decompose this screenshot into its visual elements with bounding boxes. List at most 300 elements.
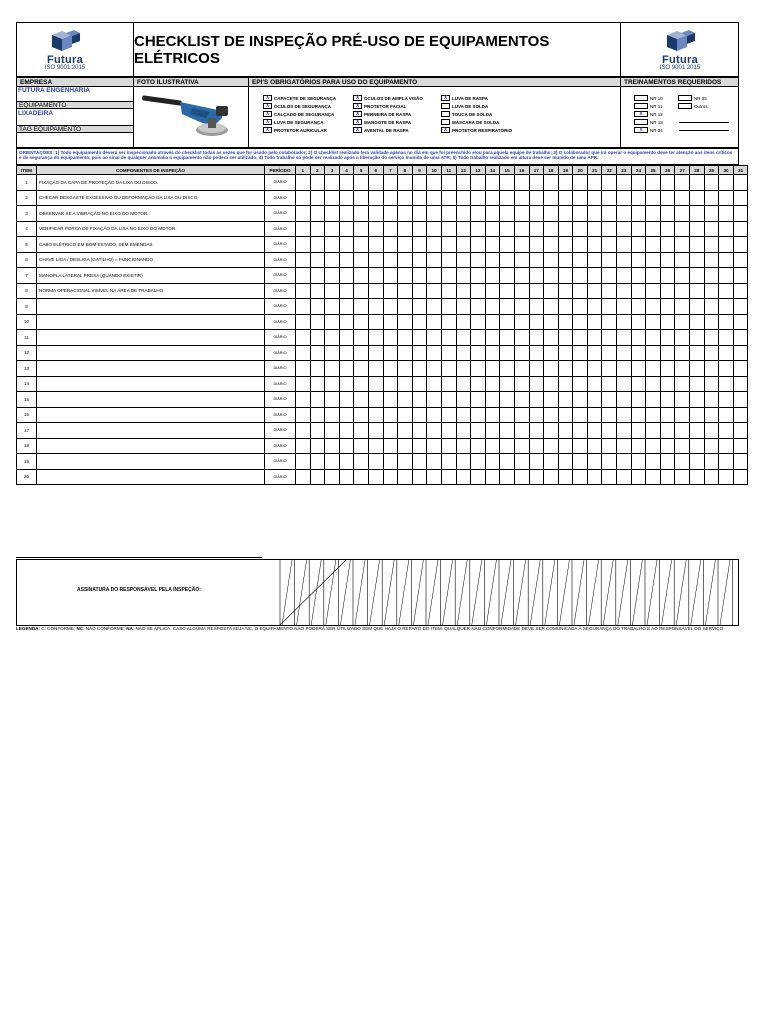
day-check-cell[interactable] <box>427 407 442 423</box>
signature-slash[interactable] <box>457 560 467 625</box>
day-check-cell[interactable] <box>325 423 340 439</box>
day-check-cell[interactable] <box>719 190 734 206</box>
day-check-cell[interactable] <box>412 237 427 253</box>
day-check-cell[interactable] <box>296 423 311 439</box>
signature-slash[interactable] <box>720 560 730 625</box>
day-check-cell[interactable] <box>587 206 602 222</box>
day-check-cell[interactable] <box>485 469 500 485</box>
day-check-cell[interactable] <box>325 190 340 206</box>
day-check-cell[interactable] <box>733 221 748 237</box>
day-check-cell[interactable] <box>573 376 588 392</box>
day-check-cell[interactable] <box>310 252 325 268</box>
day-check-cell[interactable] <box>514 221 529 237</box>
day-check-cell[interactable] <box>704 221 719 237</box>
day-check-cell[interactable] <box>587 268 602 284</box>
day-check-cell[interactable] <box>602 330 617 346</box>
day-check-cell[interactable] <box>660 206 675 222</box>
day-check-cell[interactable] <box>617 423 632 439</box>
day-check-cell[interactable] <box>733 345 748 361</box>
day-check-cell[interactable] <box>427 314 442 330</box>
day-check-cell[interactable] <box>660 392 675 408</box>
day-check-cell[interactable] <box>441 407 456 423</box>
day-check-cell[interactable] <box>441 314 456 330</box>
day-check-cell[interactable] <box>675 376 690 392</box>
day-check-cell[interactable] <box>558 407 573 423</box>
day-check-cell[interactable] <box>719 423 734 439</box>
day-check-cell[interactable] <box>456 299 471 315</box>
day-check-cell[interactable] <box>660 314 675 330</box>
day-check-cell[interactable] <box>617 221 632 237</box>
day-check-cell[interactable] <box>690 469 705 485</box>
tag-value-field[interactable] <box>17 134 133 147</box>
day-check-cell[interactable] <box>296 299 311 315</box>
day-check-cell[interactable] <box>587 361 602 377</box>
day-check-cell[interactable] <box>631 407 646 423</box>
day-check-cell[interactable] <box>339 252 354 268</box>
day-check-cell[interactable] <box>660 407 675 423</box>
day-check-cell[interactable] <box>660 221 675 237</box>
day-check-cell[interactable] <box>660 190 675 206</box>
day-check-cell[interactable] <box>368 268 383 284</box>
day-check-cell[interactable] <box>719 438 734 454</box>
day-check-cell[interactable] <box>354 268 369 284</box>
signature-slash[interactable] <box>705 560 715 625</box>
day-check-cell[interactable] <box>310 392 325 408</box>
day-check-cell[interactable] <box>544 438 559 454</box>
day-check-cell[interactable] <box>441 361 456 377</box>
day-check-cell[interactable] <box>398 190 413 206</box>
day-check-cell[interactable] <box>631 376 646 392</box>
day-check-cell[interactable] <box>544 283 559 299</box>
day-check-cell[interactable] <box>587 469 602 485</box>
day-check-cell[interactable] <box>354 345 369 361</box>
day-check-cell[interactable] <box>354 283 369 299</box>
signature-slash[interactable] <box>618 560 628 625</box>
day-check-cell[interactable] <box>412 221 427 237</box>
day-check-cell[interactable] <box>646 268 661 284</box>
day-check-cell[interactable] <box>427 206 442 222</box>
day-check-cell[interactable] <box>471 330 486 346</box>
day-check-cell[interactable] <box>631 268 646 284</box>
day-check-cell[interactable] <box>704 423 719 439</box>
day-check-cell[interactable] <box>398 283 413 299</box>
day-check-cell[interactable] <box>704 299 719 315</box>
day-check-cell[interactable] <box>471 221 486 237</box>
day-check-cell[interactable] <box>339 407 354 423</box>
day-check-cell[interactable] <box>412 299 427 315</box>
day-check-cell[interactable] <box>573 454 588 470</box>
day-check-cell[interactable] <box>558 314 573 330</box>
day-check-cell[interactable] <box>704 268 719 284</box>
day-check-cell[interactable] <box>441 330 456 346</box>
day-check-cell[interactable] <box>441 221 456 237</box>
day-check-cell[interactable] <box>529 330 544 346</box>
day-check-cell[interactable] <box>704 345 719 361</box>
signature-slash[interactable] <box>691 560 701 625</box>
day-check-cell[interactable] <box>310 454 325 470</box>
day-check-cell[interactable] <box>573 407 588 423</box>
day-check-cell[interactable] <box>368 345 383 361</box>
day-check-cell[interactable] <box>573 423 588 439</box>
day-check-cell[interactable] <box>602 221 617 237</box>
day-check-cell[interactable] <box>383 392 398 408</box>
day-check-cell[interactable] <box>733 268 748 284</box>
day-check-cell[interactable] <box>646 283 661 299</box>
day-check-cell[interactable] <box>441 268 456 284</box>
day-check-cell[interactable] <box>690 252 705 268</box>
day-check-cell[interactable] <box>398 314 413 330</box>
day-check-cell[interactable] <box>383 376 398 392</box>
day-check-cell[interactable] <box>617 314 632 330</box>
day-check-cell[interactable] <box>733 407 748 423</box>
day-check-cell[interactable] <box>471 299 486 315</box>
day-check-cell[interactable] <box>704 392 719 408</box>
day-check-cell[interactable] <box>602 407 617 423</box>
day-check-cell[interactable] <box>646 206 661 222</box>
day-check-cell[interactable] <box>558 190 573 206</box>
day-check-cell[interactable] <box>310 330 325 346</box>
day-check-cell[interactable] <box>631 392 646 408</box>
day-check-cell[interactable] <box>602 454 617 470</box>
day-check-cell[interactable] <box>646 175 661 191</box>
day-check-cell[interactable] <box>412 469 427 485</box>
day-check-cell[interactable] <box>544 330 559 346</box>
day-check-cell[interactable] <box>690 283 705 299</box>
day-check-cell[interactable] <box>412 454 427 470</box>
training-checkbox[interactable] <box>634 119 648 125</box>
day-check-cell[interactable] <box>529 345 544 361</box>
day-check-cell[interactable] <box>412 423 427 439</box>
day-check-cell[interactable] <box>456 237 471 253</box>
day-check-cell[interactable] <box>631 438 646 454</box>
day-check-cell[interactable] <box>398 330 413 346</box>
day-check-cell[interactable] <box>354 206 369 222</box>
day-check-cell[interactable] <box>398 438 413 454</box>
day-check-cell[interactable] <box>339 237 354 253</box>
day-check-cell[interactable] <box>631 330 646 346</box>
day-check-cell[interactable] <box>631 237 646 253</box>
day-check-cell[interactable] <box>660 252 675 268</box>
day-check-cell[interactable] <box>587 175 602 191</box>
day-check-cell[interactable] <box>558 345 573 361</box>
day-check-cell[interactable] <box>558 361 573 377</box>
day-check-cell[interactable] <box>558 252 573 268</box>
day-check-cell[interactable] <box>660 299 675 315</box>
day-check-cell[interactable] <box>690 268 705 284</box>
day-check-cell[interactable] <box>398 376 413 392</box>
day-check-cell[interactable] <box>296 469 311 485</box>
day-check-cell[interactable] <box>412 376 427 392</box>
day-check-cell[interactable] <box>427 376 442 392</box>
day-check-cell[interactable] <box>325 454 340 470</box>
day-check-cell[interactable] <box>646 345 661 361</box>
day-check-cell[interactable] <box>704 361 719 377</box>
day-check-cell[interactable] <box>602 345 617 361</box>
day-check-cell[interactable] <box>398 206 413 222</box>
day-check-cell[interactable] <box>339 361 354 377</box>
day-check-cell[interactable] <box>310 345 325 361</box>
day-check-cell[interactable] <box>690 345 705 361</box>
day-check-cell[interactable] <box>646 469 661 485</box>
day-check-cell[interactable] <box>485 237 500 253</box>
day-check-cell[interactable] <box>325 221 340 237</box>
signature-slash[interactable] <box>501 560 511 625</box>
day-check-cell[interactable] <box>500 283 515 299</box>
day-check-cell[interactable] <box>368 299 383 315</box>
day-check-cell[interactable] <box>704 330 719 346</box>
day-check-cell[interactable] <box>675 361 690 377</box>
day-check-cell[interactable] <box>617 330 632 346</box>
day-check-cell[interactable] <box>733 237 748 253</box>
day-check-cell[interactable] <box>500 330 515 346</box>
day-check-cell[interactable] <box>383 361 398 377</box>
day-check-cell[interactable] <box>704 190 719 206</box>
day-check-cell[interactable] <box>456 407 471 423</box>
day-check-cell[interactable] <box>471 268 486 284</box>
day-check-cell[interactable] <box>558 268 573 284</box>
day-check-cell[interactable] <box>544 392 559 408</box>
day-check-cell[interactable] <box>573 190 588 206</box>
day-check-cell[interactable] <box>587 237 602 253</box>
day-check-cell[interactable] <box>602 299 617 315</box>
day-check-cell[interactable] <box>383 190 398 206</box>
day-check-cell[interactable] <box>733 392 748 408</box>
signature-slash[interactable] <box>516 560 526 625</box>
day-check-cell[interactable] <box>544 376 559 392</box>
day-check-cell[interactable] <box>587 392 602 408</box>
day-check-cell[interactable] <box>456 330 471 346</box>
day-check-cell[interactable] <box>514 175 529 191</box>
day-check-cell[interactable] <box>558 221 573 237</box>
day-check-cell[interactable] <box>573 314 588 330</box>
day-check-cell[interactable] <box>412 345 427 361</box>
training-checkbox[interactable] <box>678 103 692 109</box>
day-check-cell[interactable] <box>675 190 690 206</box>
day-check-cell[interactable] <box>573 206 588 222</box>
day-check-cell[interactable] <box>544 221 559 237</box>
day-check-cell[interactable] <box>719 283 734 299</box>
day-check-cell[interactable] <box>310 314 325 330</box>
day-check-cell[interactable] <box>471 237 486 253</box>
day-check-cell[interactable] <box>485 361 500 377</box>
day-check-cell[interactable] <box>660 237 675 253</box>
day-check-cell[interactable] <box>427 190 442 206</box>
day-check-cell[interactable] <box>485 221 500 237</box>
day-check-cell[interactable] <box>412 407 427 423</box>
day-check-cell[interactable] <box>719 299 734 315</box>
day-check-cell[interactable] <box>631 175 646 191</box>
day-check-cell[interactable] <box>675 299 690 315</box>
day-check-cell[interactable] <box>339 190 354 206</box>
day-check-cell[interactable] <box>310 221 325 237</box>
day-check-cell[interactable] <box>733 376 748 392</box>
day-check-cell[interactable] <box>485 190 500 206</box>
day-check-cell[interactable] <box>456 345 471 361</box>
day-check-cell[interactable] <box>427 299 442 315</box>
day-check-cell[interactable] <box>354 190 369 206</box>
day-check-cell[interactable] <box>441 469 456 485</box>
day-check-cell[interactable] <box>485 330 500 346</box>
day-check-cell[interactable] <box>383 283 398 299</box>
day-check-cell[interactable] <box>500 423 515 439</box>
day-check-cell[interactable] <box>675 407 690 423</box>
day-check-cell[interactable] <box>544 361 559 377</box>
day-check-cell[interactable] <box>485 438 500 454</box>
day-check-cell[interactable] <box>441 206 456 222</box>
day-check-cell[interactable] <box>296 345 311 361</box>
day-check-cell[interactable] <box>646 314 661 330</box>
day-check-cell[interactable] <box>544 454 559 470</box>
day-check-cell[interactable] <box>558 469 573 485</box>
day-check-cell[interactable] <box>325 268 340 284</box>
day-check-cell[interactable] <box>733 314 748 330</box>
day-check-cell[interactable] <box>660 345 675 361</box>
day-check-cell[interactable] <box>325 361 340 377</box>
epi-checkbox[interactable]: X <box>263 95 272 101</box>
day-check-cell[interactable] <box>368 423 383 439</box>
day-check-cell[interactable] <box>427 221 442 237</box>
day-check-cell[interactable] <box>733 252 748 268</box>
day-check-cell[interactable] <box>719 268 734 284</box>
day-check-cell[interactable] <box>427 438 442 454</box>
epi-checkbox[interactable]: X <box>441 95 450 101</box>
day-check-cell[interactable] <box>310 423 325 439</box>
epi-checkbox[interactable]: X <box>353 103 362 109</box>
day-check-cell[interactable] <box>719 345 734 361</box>
day-check-cell[interactable] <box>456 190 471 206</box>
day-check-cell[interactable] <box>412 361 427 377</box>
day-check-cell[interactable] <box>310 299 325 315</box>
day-check-cell[interactable] <box>690 330 705 346</box>
day-check-cell[interactable] <box>690 361 705 377</box>
day-check-cell[interactable] <box>733 423 748 439</box>
day-check-cell[interactable] <box>441 175 456 191</box>
day-check-cell[interactable] <box>398 252 413 268</box>
day-check-cell[interactable] <box>675 454 690 470</box>
day-check-cell[interactable] <box>368 407 383 423</box>
day-check-cell[interactable] <box>660 330 675 346</box>
day-check-cell[interactable] <box>631 252 646 268</box>
day-check-cell[interactable] <box>383 299 398 315</box>
day-check-cell[interactable] <box>544 423 559 439</box>
day-check-cell[interactable] <box>558 454 573 470</box>
day-check-cell[interactable] <box>296 407 311 423</box>
day-check-cell[interactable] <box>368 175 383 191</box>
day-check-cell[interactable] <box>733 438 748 454</box>
day-check-cell[interactable] <box>617 268 632 284</box>
epi-checkbox[interactable]: X <box>263 111 272 117</box>
day-check-cell[interactable] <box>368 190 383 206</box>
day-check-cell[interactable] <box>427 283 442 299</box>
signature-slash[interactable] <box>384 560 394 625</box>
day-check-cell[interactable] <box>529 314 544 330</box>
day-check-cell[interactable] <box>441 423 456 439</box>
day-check-cell[interactable] <box>310 237 325 253</box>
day-check-cell[interactable] <box>544 206 559 222</box>
signature-slash[interactable] <box>326 560 336 625</box>
day-check-cell[interactable] <box>500 454 515 470</box>
day-check-cell[interactable] <box>296 361 311 377</box>
day-check-cell[interactable] <box>558 299 573 315</box>
day-check-cell[interactable] <box>368 206 383 222</box>
day-check-cell[interactable] <box>704 283 719 299</box>
day-check-cell[interactable] <box>544 237 559 253</box>
day-check-cell[interactable] <box>296 438 311 454</box>
day-check-cell[interactable] <box>704 252 719 268</box>
day-check-cell[interactable] <box>354 392 369 408</box>
day-check-cell[interactable] <box>675 283 690 299</box>
day-check-cell[interactable] <box>719 407 734 423</box>
day-check-cell[interactable] <box>690 206 705 222</box>
day-check-cell[interactable] <box>675 175 690 191</box>
day-check-cell[interactable] <box>631 299 646 315</box>
signature-slash[interactable] <box>282 560 292 625</box>
day-check-cell[interactable] <box>544 407 559 423</box>
day-check-cell[interactable] <box>398 361 413 377</box>
day-check-cell[interactable] <box>325 345 340 361</box>
day-check-cell[interactable] <box>617 175 632 191</box>
signature-slash[interactable] <box>589 560 599 625</box>
day-check-cell[interactable] <box>310 407 325 423</box>
day-check-cell[interactable] <box>339 438 354 454</box>
day-check-cell[interactable] <box>646 376 661 392</box>
day-check-cell[interactable] <box>471 206 486 222</box>
day-check-cell[interactable] <box>719 314 734 330</box>
day-check-cell[interactable] <box>296 237 311 253</box>
day-check-cell[interactable] <box>485 345 500 361</box>
day-check-cell[interactable] <box>412 283 427 299</box>
training-checkbox[interactable] <box>634 103 648 109</box>
day-check-cell[interactable] <box>690 423 705 439</box>
day-check-cell[interactable] <box>558 237 573 253</box>
day-check-cell[interactable] <box>733 330 748 346</box>
day-check-cell[interactable] <box>529 376 544 392</box>
day-check-cell[interactable] <box>441 392 456 408</box>
day-check-cell[interactable] <box>383 175 398 191</box>
day-check-cell[interactable] <box>354 361 369 377</box>
day-check-cell[interactable] <box>602 190 617 206</box>
day-check-cell[interactable] <box>310 190 325 206</box>
day-check-cell[interactable] <box>573 345 588 361</box>
day-check-cell[interactable] <box>617 454 632 470</box>
day-check-cell[interactable] <box>733 190 748 206</box>
day-check-cell[interactable] <box>602 206 617 222</box>
day-check-cell[interactable] <box>339 206 354 222</box>
day-check-cell[interactable] <box>719 376 734 392</box>
day-check-cell[interactable] <box>398 469 413 485</box>
day-check-cell[interactable] <box>325 283 340 299</box>
day-check-cell[interactable] <box>325 469 340 485</box>
epi-checkbox[interactable]: X <box>441 127 450 133</box>
day-check-cell[interactable] <box>383 221 398 237</box>
day-check-cell[interactable] <box>646 454 661 470</box>
day-check-cell[interactable] <box>325 206 340 222</box>
day-check-cell[interactable] <box>646 392 661 408</box>
day-check-cell[interactable] <box>558 175 573 191</box>
day-check-cell[interactable] <box>733 361 748 377</box>
day-check-cell[interactable] <box>310 361 325 377</box>
day-check-cell[interactable] <box>427 268 442 284</box>
day-check-cell[interactable] <box>514 454 529 470</box>
day-check-cell[interactable] <box>602 361 617 377</box>
day-check-cell[interactable] <box>339 423 354 439</box>
day-check-cell[interactable] <box>602 376 617 392</box>
day-check-cell[interactable] <box>368 237 383 253</box>
day-check-cell[interactable] <box>383 314 398 330</box>
day-check-cell[interactable] <box>660 438 675 454</box>
day-check-cell[interactable] <box>690 407 705 423</box>
signature-slash[interactable] <box>428 560 438 625</box>
